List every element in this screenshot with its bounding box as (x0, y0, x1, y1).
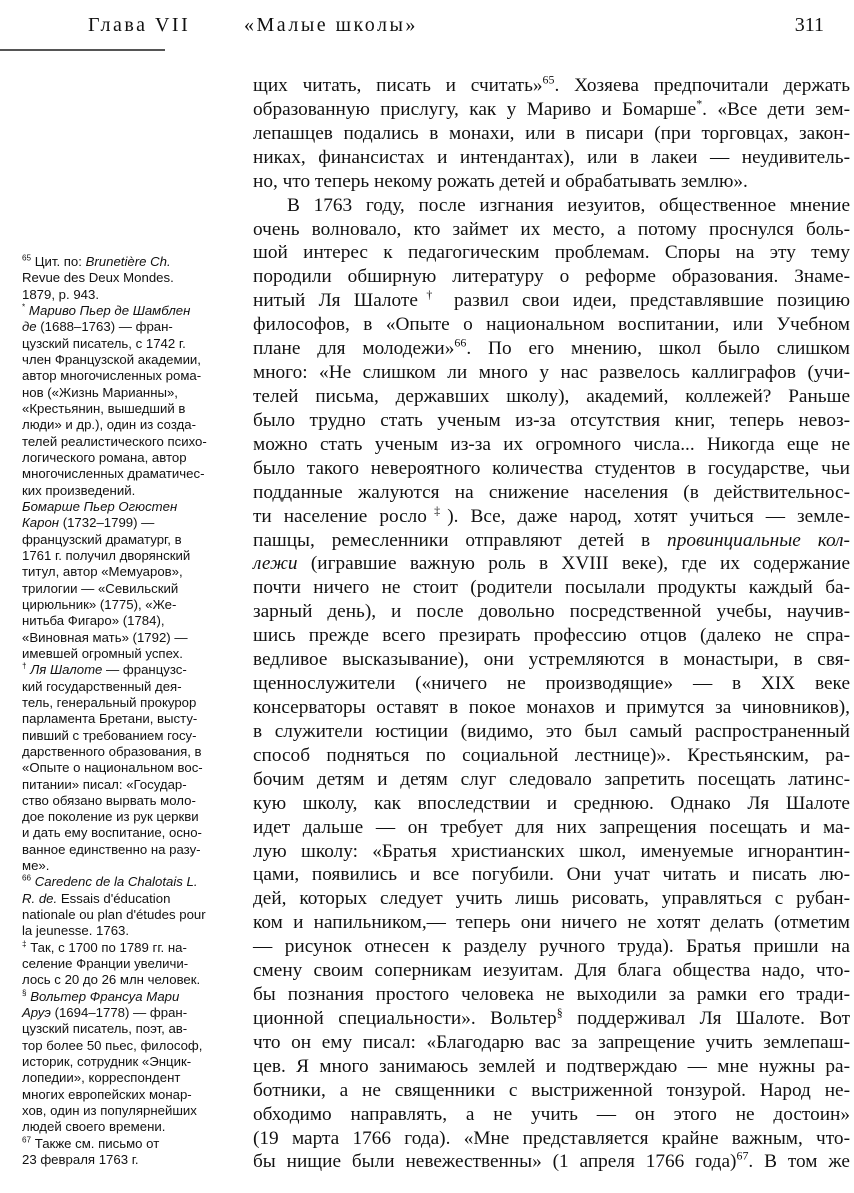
footnote-marker: † (417, 287, 441, 302)
text-run: «Виновная мать» (1792) — (22, 629, 188, 645)
text-run: . По его мнению, школ было слишком (466, 338, 850, 360)
text-run: цузский писатель, поэт, ав- (22, 1021, 188, 1037)
sidenote-line (22, 923, 250, 939)
body-text-line (253, 241, 850, 265)
text-run: дое поколение из рук церкви (22, 809, 199, 825)
italic-text: Карон (22, 515, 60, 531)
text-run: было такого невероятного количества студентов в государстве, чьи (253, 457, 850, 479)
sidenote-line (22, 581, 250, 597)
text-run: цузский писатель, с 1742 г. (22, 335, 186, 351)
body-text-line (253, 1055, 850, 1079)
text-run: очень волновало, кто займет их место, а потому проснулся боль- (253, 218, 850, 240)
sidenote-line (22, 532, 250, 548)
text-run: французский драматург, в (22, 531, 182, 547)
text-run: хов, один из популярнейших (22, 1103, 197, 1119)
text-run: — рисунок отнесен к разделу ручного труда). Братья пришли на (253, 936, 850, 958)
sidenote-line (22, 679, 250, 695)
body-text-line (253, 648, 850, 672)
body-text-line (253, 1031, 850, 1055)
body-text-line (253, 600, 850, 624)
body-text-line (253, 146, 850, 170)
body-text-line (253, 1103, 850, 1127)
text-run: в служители юстиции (видимо, это был самый распространенный (253, 720, 850, 742)
italic-text: Вольтер Франсуа Мари (30, 988, 180, 1004)
sidenote-line (22, 1152, 250, 1168)
body-text-line (253, 433, 850, 457)
sidenote-line (22, 907, 250, 923)
text-run: почти ничего не стоит (родители посылали продукты каждый ба- (253, 577, 850, 599)
body-text-line (253, 1079, 850, 1103)
sidenote-line (22, 597, 250, 613)
sidenote-line (22, 842, 250, 858)
text-run: цами, появились и все погубили. Они учат читать и писать лю- (253, 864, 850, 886)
text-run: плане для молодежи» (253, 338, 455, 360)
body-text-line (253, 959, 850, 983)
text-run: цирюльник» (1775), «Же- (22, 596, 177, 612)
sidenote-line (22, 989, 250, 1005)
sidenote-line (22, 254, 250, 270)
footnote-marker: § (556, 1005, 563, 1020)
sidenote-line (22, 466, 250, 482)
footnote-marker: 65 (542, 72, 555, 87)
body-text-line (253, 696, 850, 720)
sidenote-line (22, 874, 250, 890)
body-text-line (253, 911, 850, 935)
sidenote-line (22, 809, 250, 825)
text-run: образованную прислугу, как у Мариво и Бомарше (253, 98, 697, 120)
footnote-marker: 65 (22, 253, 32, 263)
body-text-line (253, 672, 850, 696)
body-text-line (253, 935, 850, 959)
italic-text: Brunetière Ch. (85, 254, 171, 269)
sidenote-line (22, 777, 250, 793)
sidenote-line (22, 1136, 250, 1152)
body-text-line (253, 840, 850, 864)
italic-text: Ля Шалоте (30, 662, 103, 678)
text-run: la jeunesse. 1763. (22, 923, 130, 939)
sidenote-line (22, 662, 250, 678)
text-run: тель, генеральный прокурор (22, 694, 197, 710)
text-run: Revue des Deux Mondes. (22, 270, 174, 286)
body-text-line (253, 457, 850, 481)
body-text-line (253, 170, 850, 194)
text-run: бы познания простого человека не выходили за рамки его тради- (253, 984, 850, 1006)
text-run: Также см. письмо от (31, 1135, 160, 1151)
text-run: многочисленных драматичес- (22, 466, 205, 482)
body-text-line (253, 1150, 850, 1174)
body-text-line (253, 481, 850, 505)
sidenote-line (22, 450, 250, 466)
page-number: 311 (794, 14, 824, 36)
text-run: нитый Ля Шалоте (253, 290, 418, 312)
body-text-line (253, 816, 850, 840)
text-run: и дать ему воспитание, осно- (22, 825, 202, 841)
text-run: лепашцев подались в монахи, или в писари (при торговцах, закон- (253, 122, 850, 144)
body-text-line (253, 768, 850, 792)
sidenote-line (22, 548, 250, 564)
text-run: ванное единственно на разу- (22, 841, 201, 857)
text-run: 1761 г. получил дворянский (22, 547, 191, 563)
sidenote-line (22, 940, 250, 956)
body-text-line (253, 887, 850, 911)
text-run: дей, которых следует учить лишь рисовать, управляться с рубан- (253, 888, 850, 910)
sidenote-line (22, 564, 250, 580)
text-run: нов («Жизнь Марианны», (22, 384, 178, 400)
text-run: способ подняться по социальной лестнице)». Крестьянским, ра- (253, 744, 850, 766)
text-run: В 1763 году, после изгнания иезуитов, общественное мнение (287, 194, 850, 216)
text-run: 1879, p. 943. (22, 286, 99, 302)
text-run: историк, сотрудник «Энцик- (22, 1054, 192, 1070)
body-text-line (253, 265, 850, 289)
sidenote-line (22, 270, 250, 286)
text-run: нитьба Фигаро» (1784), (22, 613, 165, 629)
sidenote-line (22, 728, 250, 744)
sidenote-line (22, 303, 250, 319)
text-run: людей своего времени. (22, 1119, 166, 1135)
text-run: поддерживал Ля Шалоте. Вот (562, 1007, 851, 1029)
italic-text: Мариво Пьер де Шамблен (28, 302, 191, 318)
footnote-marker: * (22, 302, 26, 312)
text-run: автор многочисленных рома- (22, 368, 202, 384)
text-run: ких произведений. (22, 482, 136, 498)
text-run: зарный день), и после довольно посредственной учебы, научив- (253, 601, 850, 623)
text-run: Цит. по: (31, 254, 86, 269)
text-run: дарственного образования, в (22, 743, 202, 759)
sidenote-line (22, 744, 250, 760)
text-run: шись прежде всего презирать профессию отцов (далеко не спра- (253, 625, 850, 647)
text-run: было трудно стать ученым из-за отсутствия книг, теперь невоз- (253, 409, 850, 431)
text-run: люди» и др.), один из созда- (22, 417, 197, 433)
text-run: ). Все, даже народ, хотят учиться — земле- (447, 505, 851, 527)
text-run: ботники, а не священники с выстриженной тонзурой. Народ не- (253, 1079, 850, 1101)
italic-text: провинциальные кол- (667, 529, 850, 551)
text-run: ведливое высказывание), они устремляются в монастыри, в свя- (253, 649, 850, 671)
text-run: (19 марта 1766 года). «Мне представляется крайне важным, что- (253, 1127, 850, 1149)
body-text-line (253, 744, 850, 768)
text-run: многих европейских монар- (22, 1086, 192, 1102)
body-text-line (253, 361, 850, 385)
italic-text: Caredenc de la Chalotais L. (34, 874, 198, 890)
text-run: Essais d'éducation (57, 890, 171, 906)
sidenote-line (22, 515, 250, 531)
sidenote-line (22, 972, 250, 988)
footnote-marker: 66 (454, 335, 467, 350)
text-run: лось с 20 до 26 млн человек. (22, 972, 201, 988)
italic-text: Аруэ (22, 1005, 51, 1021)
text-run: породили обширную литературу о реформе образования. Знаме- (253, 266, 850, 288)
sidenote-line (22, 352, 250, 368)
footnote-marker: 66 (22, 874, 32, 884)
body-text-line (253, 505, 850, 529)
text-run: лопедии», корреспондент (22, 1070, 181, 1086)
body-text-line (253, 218, 850, 242)
text-run: «Крестьянин, вышедший в (22, 400, 186, 416)
body-text-line (253, 409, 850, 433)
text-run: член Французской академии, (22, 351, 201, 367)
text-run: можно стать ученым из-за их огромного числа... Никогда еще не (253, 433, 850, 455)
sidenote-line (22, 319, 250, 335)
sidenote-line (22, 368, 250, 384)
sidenote-line (22, 401, 250, 417)
sidenote-line (22, 417, 250, 433)
text-run: пашцы, ремесленники отправляют детей в (253, 529, 668, 551)
sidenote-line (22, 1070, 250, 1086)
italic-text: R. de. (22, 890, 58, 906)
text-run: никах, финансистах и интендантах), или в лакеи — неудивитель- (253, 146, 850, 168)
text-run: ком и напильником,— теперь они ничего не хотят делать (отметим (253, 912, 850, 934)
footnote-marker: * (696, 96, 703, 111)
text-run: логического романа, автор (22, 449, 187, 465)
body-text-line (253, 194, 850, 218)
body-text-line (253, 624, 850, 648)
body-text-line (253, 385, 850, 409)
footnote-marker: § (22, 988, 27, 998)
sidenote-line (22, 646, 250, 662)
italic-text: де (22, 319, 37, 335)
text-run: . «Все дети зем- (702, 98, 851, 120)
body-text-line (253, 98, 850, 122)
text-run: философов, в «Опыте о национальном воспитании, или Учебном (253, 314, 850, 336)
text-run: шой интерес к педагогическим проблемам. Споры на эту тему (253, 242, 850, 264)
text-run: 23 февраля 1763 г. (22, 1152, 139, 1168)
sidenote-line (22, 1038, 250, 1054)
text-run: (1732–1799) — (59, 515, 155, 531)
sidenote-line (22, 1005, 250, 1021)
text-run: консерваторы оставят в покое монахов и примутся за чиновников), (253, 696, 850, 718)
sidenote-line (22, 891, 250, 907)
footnote-marker: ‡ (426, 503, 448, 518)
sidenote-line (22, 630, 250, 646)
sidenote-line (22, 695, 250, 711)
sidenote-line (22, 434, 250, 450)
text-run: смену своим соперникам иезуитам. Для блага общества надо, что- (253, 960, 850, 982)
sidenote-line (22, 711, 250, 727)
text-run: питании» писал: «Государ- (22, 776, 187, 792)
body-text-line (253, 792, 850, 816)
body-text-line (253, 552, 850, 576)
sidenote-line (22, 1119, 250, 1135)
footnote-marker: 67 (22, 1135, 32, 1145)
sidenote-line (22, 385, 250, 401)
italic-text: лежи (253, 553, 298, 575)
text-run: nationale ou plan d'études pour (22, 907, 206, 923)
sidenote-line (22, 499, 250, 515)
sidenote-line (22, 1021, 250, 1037)
text-run: . Хозяева предпочитали держать (554, 75, 850, 96)
body-text-line (253, 337, 850, 361)
text-run: много: «Не слишком ли много у нас развелось каллиграфов (учи- (253, 362, 850, 384)
sidenote-line (22, 1103, 250, 1119)
body-text-line (253, 983, 850, 1007)
main-text-column (253, 74, 850, 1174)
body-text-line (253, 74, 850, 98)
text-run: лую школу: «Братья христианских школ, именуемые игнорантин- (253, 840, 850, 862)
body-text-line (253, 313, 850, 337)
text-run: (1688–1763) — фран- (36, 319, 173, 335)
body-text-line (253, 1007, 850, 1031)
body-text-line (253, 1127, 850, 1151)
body-text-line (253, 529, 850, 553)
text-run: «Опыте о национальном вос- (22, 760, 203, 776)
footnote-marker: † (22, 661, 27, 671)
text-run: (игравшие важную роль в XVIII веке), где их содержание (297, 553, 850, 575)
text-run: Так, с 1700 по 1789 гг. на- (26, 939, 187, 955)
text-run: парламента Бретани, высту- (22, 711, 198, 727)
text-run: развил свои идеи, представлявшие позицию (440, 290, 850, 312)
italic-text: Бомарше Пьер Огюстен (22, 498, 178, 514)
text-run: кую школу, как впоследствии и среднюю. Однако Ля Шалоте (253, 792, 850, 814)
sidenote-line (22, 793, 250, 809)
text-run: идет дальше — он требует для них запрещения посещать и ма- (253, 816, 850, 838)
text-run: (1694–1778) — фран- (50, 1005, 188, 1021)
body-text-line (253, 863, 850, 887)
text-run: бы нищие были невежественны» (1 апреля 1766 года) (253, 1151, 737, 1173)
sidenote-line (22, 858, 250, 874)
sidenote-line (22, 1054, 250, 1070)
running-header-title: «Малые школы» (244, 14, 418, 36)
text-run: кий государственный дея- (22, 678, 182, 694)
text-run: пивший с требованием госу- (22, 727, 197, 743)
text-run: что он ему писал: «Благодарю вас за запрещение учить землепаш- (253, 1031, 850, 1053)
text-run: обходимо направлять, а не учить — он этого не достоин» (253, 1103, 850, 1125)
text-run: ство обязано вырвать моло- (22, 792, 196, 808)
text-run: ти население росло (253, 505, 427, 527)
sidenotes-column (22, 254, 250, 1168)
text-run: трилогии — «Севильский (22, 580, 179, 596)
sidenote-line (22, 1087, 250, 1103)
text-run: тор более 50 пьес, философ, (22, 1037, 203, 1053)
text-run: имевшей огромный успех. (22, 645, 183, 661)
text-run: подданные жалуются на снижение населения (в действительнос- (253, 481, 850, 503)
running-header-chapter: Глава VII (88, 14, 191, 36)
text-run: титул, автор «Мемуаров», (22, 564, 183, 580)
text-run: телей письма, державших школу), академий, коллежей? Раньше (253, 385, 850, 407)
text-run: телей реалистического психо- (22, 433, 207, 449)
body-text-line (253, 720, 850, 744)
sidenote-line (22, 760, 250, 776)
text-run: щеннослужители («ничего не производящие» — в XIX веке (253, 673, 850, 695)
footnote-marker: ‡ (22, 939, 27, 949)
text-run: но, что теперь некому рожать детей и обрабатывать землю». (253, 170, 748, 192)
text-run: ме». (22, 858, 50, 874)
footnote-marker: 67 (736, 1149, 749, 1164)
body-text-line (253, 122, 850, 146)
body-text-line (253, 576, 850, 600)
header-rule (0, 49, 165, 51)
text-run: щих читать, писать и считать» (253, 75, 543, 96)
text-run: ционной специальности». Вольтер (253, 1007, 557, 1029)
sidenote-line (22, 336, 250, 352)
text-run: бочим детям и детям слуг следовало запретить посещать латинс- (253, 768, 850, 790)
sidenote-line (22, 287, 250, 303)
text-run: цев. Я много занимаюсь землей и подтверждаю — мне нужны ра- (253, 1055, 850, 1077)
sidenote-line (22, 825, 250, 841)
sidenote-line (22, 483, 250, 499)
sidenote-line (22, 613, 250, 629)
text-run: — французс- (102, 662, 187, 678)
body-text-line (253, 289, 850, 313)
text-run: . В том же (748, 1151, 850, 1173)
sidenote-line (22, 956, 250, 972)
text-run: селение Франции увеличи- (22, 956, 189, 972)
